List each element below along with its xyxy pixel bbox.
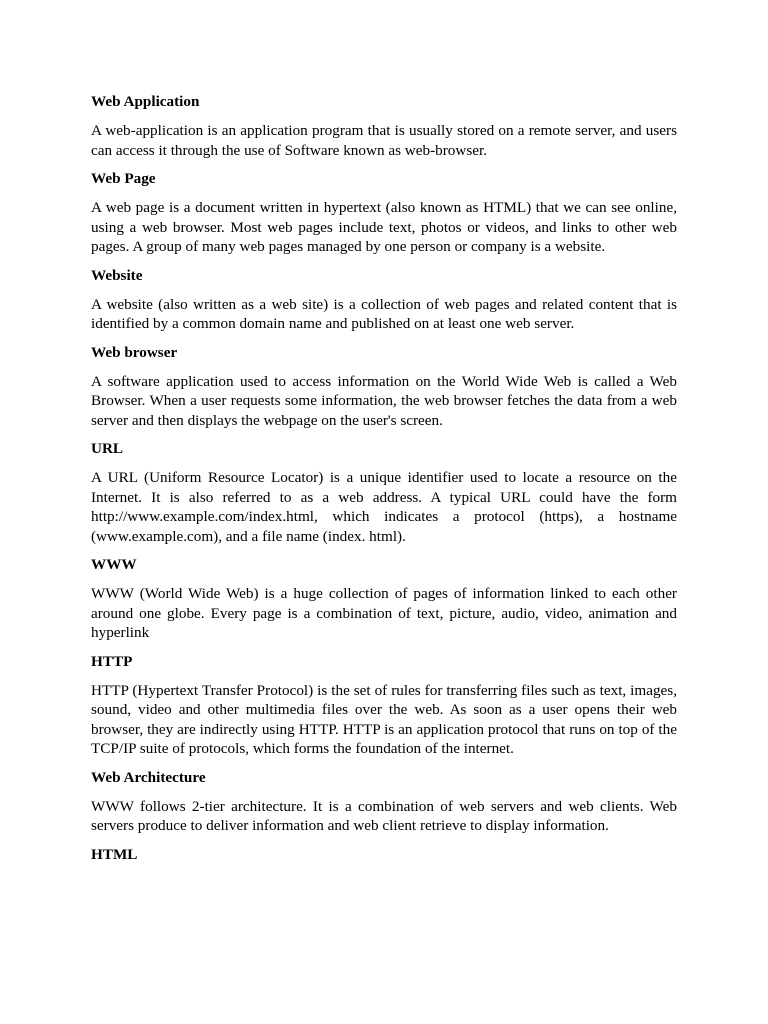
section-paragraph: A website (also written as a web site) is a collection of web pages and related content that is identified by a common domain name and published on at least one web server. — [91, 295, 677, 332]
section-heading: Web Application — [91, 93, 200, 110]
section-paragraph: HTTP (Hypertext Transfer Protocol) is the set of rules for transferring files such as text, images, sound, video and other multimedia files over the web. As soon as a user opens their web browser, they are indirectly using HTTP. HTTP is an application protocol that runs on top of the TCP/IP suite of protocols, which forms the foundation of the internet. — [91, 681, 677, 757]
section-heading: Website — [91, 266, 143, 284]
section-paragraph: WWW follows 2-tier architecture. It is a combination of web servers and web clients. Web servers produce to deliver information and web client retrieve to display information. — [91, 797, 677, 834]
section-paragraph: A web page is a document written in hypertext (also known as HTML) that we can see online, using a web browser. Most web pages include text, photos or videos, and links to other web pages. A group of many web pages managed by one person or company is a website. — [91, 199, 677, 255]
section-web-browser — [91, 343, 677, 431]
section-heading: HTML — [91, 845, 138, 863]
section-paragraph: A software application used to access information on the World Wide Web is called a Web Browser. When a user requests some information, the web browser fetches the data from a web server and then displays the webpage on the user's screen. — [91, 372, 677, 429]
section-heading: Web Page — [91, 170, 156, 187]
section-http — [91, 652, 677, 759]
section-paragraph: WWW (World Wide Web) is a huge collection of pages of information linked to each other around one globe. Every page is a combination of text, picture, audio, video, animation and hyperlink — [91, 585, 677, 641]
section-web-application — [91, 92, 677, 160]
section-paragraph: A URL (Uniform Resource Locator) is a unique identifier used to locate a resource on the Internet. It is also referred to as a web address. A typical URL could have the form http://www.example.com/index.html, which indicates a protocol (https), a hostname (www.example.com), and a file name (index. html). — [91, 469, 677, 545]
section-paragraph: A web-application is an application program that is usually stored on a remote server, and users can access it through the use of Software known as web-browser. — [91, 122, 677, 159]
document-page — [91, 92, 677, 874]
section-www — [91, 555, 677, 643]
section-heading: Web browser — [91, 343, 178, 361]
section-html — [91, 845, 677, 865]
section-heading: Web Architecture — [91, 768, 206, 786]
section-url — [91, 439, 677, 546]
section-web-page — [91, 169, 677, 257]
section-website — [91, 266, 677, 334]
section-heading: URL — [91, 440, 124, 457]
section-heading: HTTP — [91, 652, 133, 670]
section-heading: WWW — [91, 556, 137, 573]
section-web-architecture — [91, 768, 677, 836]
